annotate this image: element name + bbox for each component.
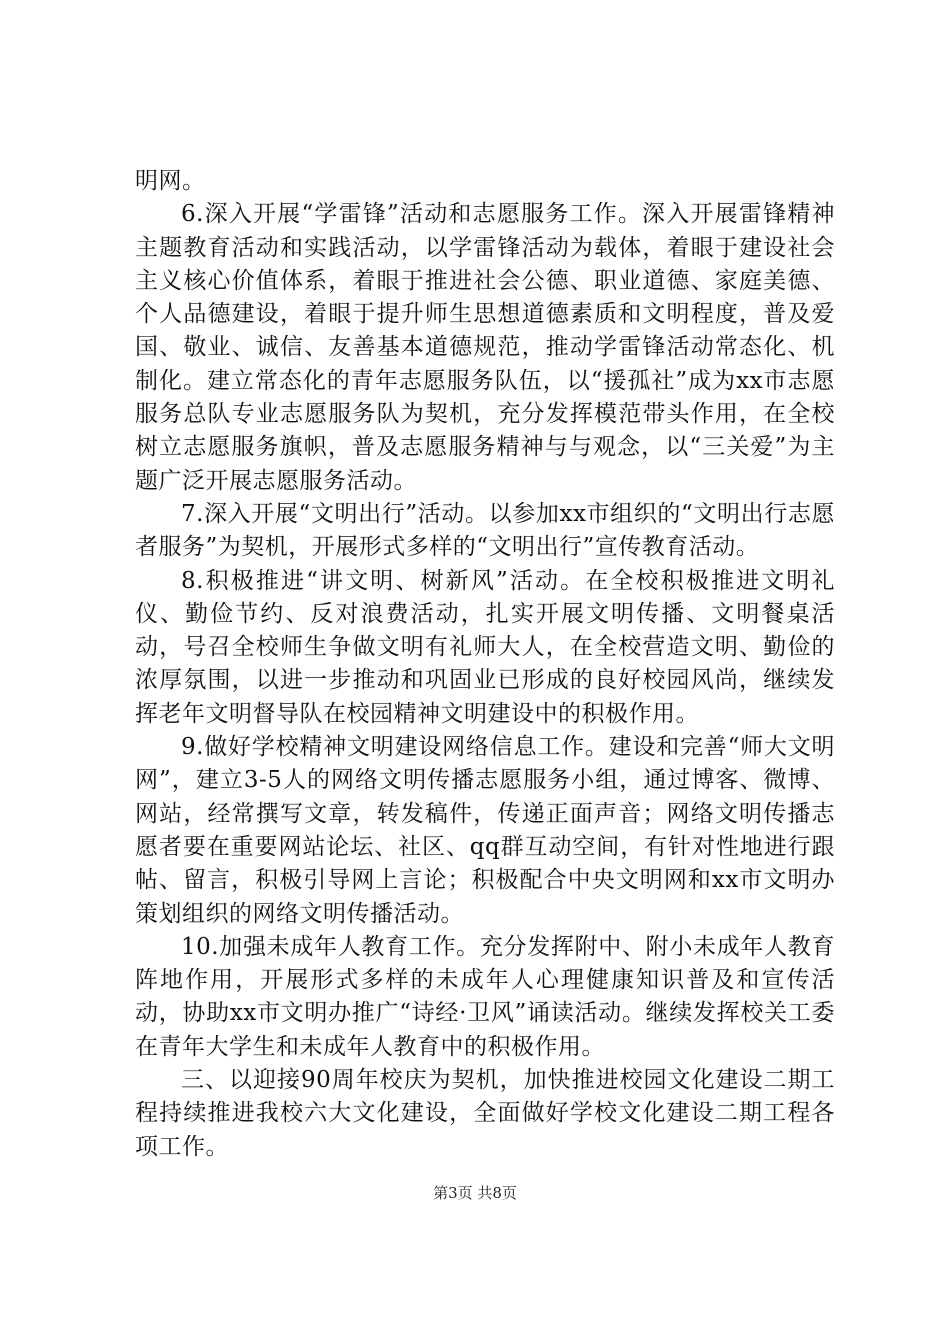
- paragraph-item-8: 8.积极推进“讲文明、树新风”活动。在全校积极推进文明礼仪、勤俭节约、反对浪费活动，扎实开展文明传播、文明餐桌活动，号召全校师生争做文明有礼师大人，在全校营造文明、勤俭的浓厚氛围，以进一步推动和巩固业已形成的良好校园风尚，继续发挥老年文明督导队在校园精神文明建设中的积极作用。: [135, 567, 835, 727]
- document-body: [135, 165, 835, 1164]
- paragraph-continuation: 明网。: [135, 168, 206, 194]
- paragraph-item-10: 10.加强未成年人教育工作。充分发挥附中、附小未成年人教育阵地作用，开展形式多样的未成年人心理健康知识普及和宣传活动，协助xx市文明办推广“诗经·卫风”诵读活动。继续发挥校关工委在青年大学生和未成年人教育中的积极作用。: [135, 933, 835, 1060]
- page-number-footer: 第3页 共8页: [433, 1184, 517, 1202]
- paragraph-item-7: 7.深入开展“文明出行”活动。以参加xx市组织的“文明出行志愿者服务”为契机，开展形式多样的“文明出行”宣传教育活动。: [135, 500, 835, 561]
- paragraph-item-9: 9.做好学校精神文明建设网络信息工作。建设和完善“师大文明网”，建立3-5人的网络文明传播志愿服务小组，通过博客、微博、网站，经常撰写文章，转发稿件，传递正面声音；网络文明传播志愿者要在重要网站论坛、社区、qq群互动空间，有针对性地进行跟帖、留言，积极引导网上言论；积极配合中央文明网和xx市文明办策划组织的网络文明传播活动。: [135, 734, 835, 927]
- paragraph-section-3: 三、以迎接90周年校庆为契机，加快推进校园文化建设二期工程持续推进我校六大文化建设，全面做好学校文化建设二期工程各项工作。: [135, 1067, 835, 1160]
- paragraph-item-6: 6.深入开展“学雷锋”活动和志愿服务工作。深入开展雷锋精神主题教育活动和实践活动，以学雷锋活动为载体，着眼于建设社会主义核心价值体系，着眼于推进社会公德、职业道德、家庭美德、个人品德建设，着眼于提升师生思想道德素质和文明程度，普及爱国、敬业、诚信、友善基本道德规范，推动学雷锋活动常态化、机制化。建立常态化的青年志愿服务队伍，以“援孤社”成为xx市志愿服务总队专业志愿服务队为契机，充分发挥模范带头作用，在全校树立志愿服务旗帜，普及志愿服务精神与与观念，以“三关爱”为主题广泛开展志愿服务活动。: [135, 201, 835, 494]
